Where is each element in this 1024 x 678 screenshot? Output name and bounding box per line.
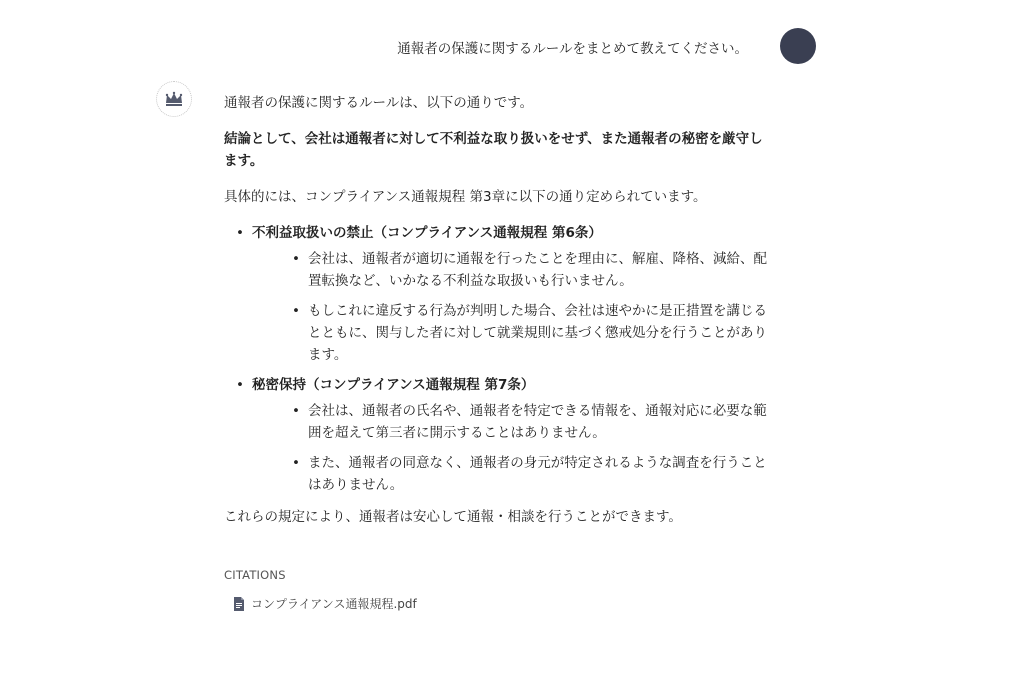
rule-section-heading: • 不利益取扱いの禁止（コンプライアンス通報規程 第6条） [252,225,602,241]
rules-list [224,222,772,496]
crown-icon [164,91,184,107]
rule-section-heading: • 秘密保持（コンプライアンス通報規程 第7条） [252,377,535,393]
citations-label: CITATIONS [224,568,286,582]
assistant-answer [224,92,772,542]
answer-detail-intro: 具体的には、コンプライアンス通報規程 第3章に以下の通り定められています。 [224,189,707,205]
rule-section [224,374,772,496]
rule-item: • もしこれに違反する行為が判明した場合、会社は速やかに是正措置を講じるとともに、関与した者に対して就業規則に基づく懲戒処分を行うことがあります。 [280,300,772,366]
citation-filename[interactable]: コンプライアンス通報規程.pdf [251,597,417,611]
assistant-avatar [156,81,192,117]
rule-item: • また、通報者の同意なく、通報者の身元が特定されるような調査を行うことはありません。 [280,452,772,496]
rule-item: • 会社は、通報者の氏名や、通報者を特定できる情報を、通報対応に必要な範囲を超えて第三者に開示することはありません。 [280,400,772,444]
document-icon [233,597,245,611]
user-message-row [0,28,1024,64]
rule-items [252,248,772,366]
answer-intro: 通報者の保護に関するルールは、以下の通りです。 [224,95,534,111]
answer-conclusion: 結論として、会社は通報者に対して不利益な取り扱いをせず、また通報者の秘密を厳守します。 [224,131,763,169]
rule-items [252,400,772,496]
user-avatar [780,28,816,64]
rule-section [224,222,772,366]
answer-closing: これらの規定により、通報者は安心して通報・相談を行うことができます。 [224,509,682,525]
rule-item: • 会社は、通報者が適切に通報を行ったことを理由に、解雇、降格、減給、配置転換など、いかなる不利益な取扱いも行いません。 [280,248,772,292]
citation-link[interactable] [233,595,417,612]
user-message: 通報者の保護に関するルールをまとめて教えてください。 [397,41,748,57]
